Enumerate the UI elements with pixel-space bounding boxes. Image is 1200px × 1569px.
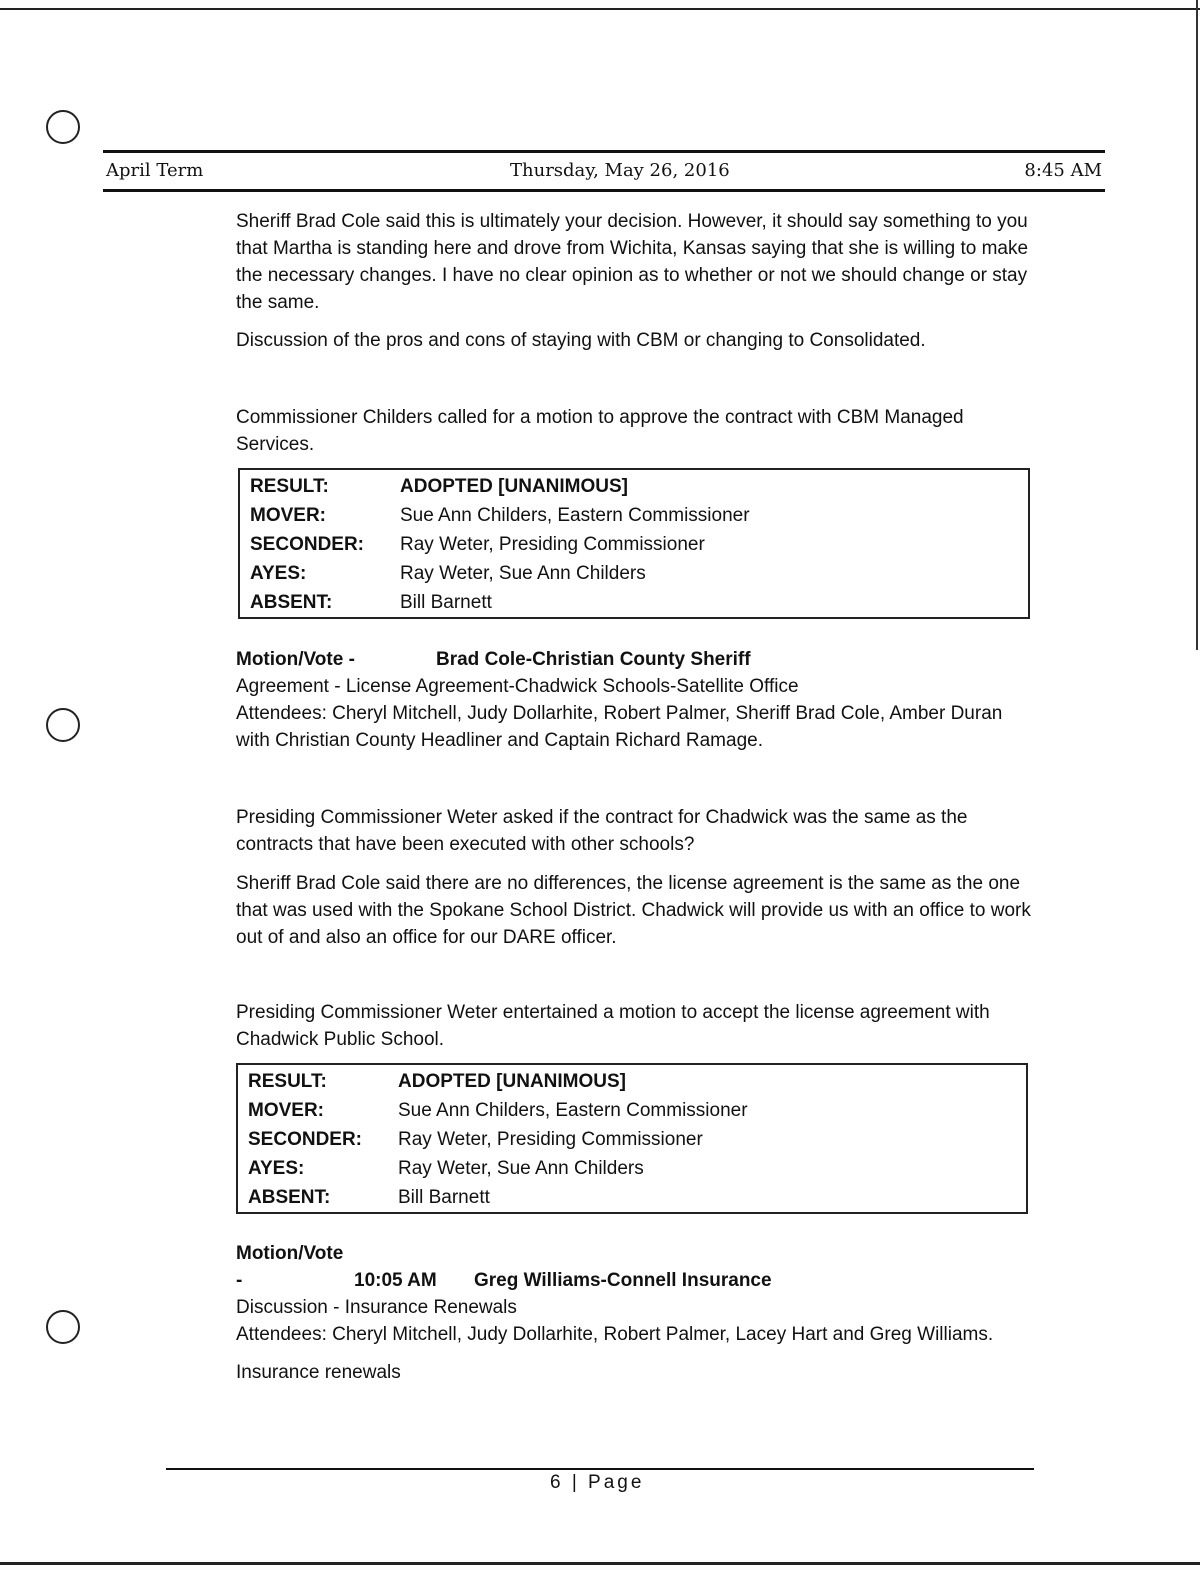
vote-absent: Bill Barnett: [398, 1186, 490, 1208]
vote-row-mover: [238, 1096, 1026, 1125]
vote-ayes: Ray Weter, Sue Ann Childers: [398, 1157, 644, 1179]
paragraph-weter-question: Presiding Commissioner Weter asked if the contract for Chadwick was the same as the contracts that have been executed with other schools?: [236, 807, 968, 855]
motion-label: Motion/Vote -: [236, 1243, 344, 1291]
motion-section-insurance: [236, 1240, 1036, 1348]
motion-time: 10:05 AM: [354, 1270, 437, 1291]
scan-edge-bottom: [0, 1562, 1200, 1565]
punch-hole-icon: [46, 1310, 80, 1344]
vote-label: SECONDER:: [250, 533, 365, 555]
vote-row-seconder: [240, 530, 1028, 559]
vote-row-seconder: [238, 1125, 1026, 1154]
vote-table: [236, 1063, 1028, 1214]
vote-label: MOVER:: [250, 504, 326, 526]
motion-attendees: Attendees: Cheryl Mitchell, Judy Dollarhite, Robert Palmer, Sheriff Brad Cole, Amber Duran with Christian County Headliner and Captain Richard Ramage.: [236, 703, 1003, 751]
motion-section-sheriff: [236, 646, 1036, 754]
motion-title: Greg Williams-Connell Insurance: [474, 1270, 772, 1291]
vote-result: ADOPTED [UNANIMOUS]: [398, 1070, 626, 1092]
scan-edge-top: [0, 8, 1200, 10]
motion-label: Motion/Vote -: [236, 649, 355, 670]
punch-hole-icon: [46, 110, 80, 144]
vote-row-mover: [240, 501, 1028, 530]
vote-label: AYES:: [250, 562, 307, 584]
vote-row-result: [238, 1067, 1026, 1096]
scan-edge-right: [1196, 0, 1198, 650]
vote-mover: Sue Ann Childers, Eastern Commissioner: [400, 504, 750, 526]
vote-label: ABSENT:: [248, 1186, 331, 1208]
motion-attendees: Attendees: Cheryl Mitchell, Judy Dollarhite, Robert Palmer, Lacey Hart and Greg Williams.: [236, 1324, 994, 1345]
vote-result: ADOPTED [UNANIMOUS]: [400, 475, 628, 497]
vote-label: RESULT:: [248, 1070, 327, 1092]
vote-row-result: [240, 472, 1028, 501]
page-number: 6 | Page: [550, 1472, 645, 1493]
paragraph-motion-call: Commissioner Childers called for a motion to approve the contract with CBM Managed Services.: [236, 407, 964, 455]
vote-label: MOVER:: [248, 1099, 324, 1121]
vote-label: ABSENT:: [250, 591, 333, 613]
paragraph-sheriff-statement: Sheriff Brad Cole said this is ultimately your decision. However, it should say something to you that Martha is standing here and drove from Wichita, Kansas saying that she is willing to make the necessary changes. I have no clear opinion as to whether or not we should change or stay the same.: [236, 211, 1029, 313]
paragraph-insurance-renewals: Insurance renewals: [236, 1362, 401, 1383]
header-time: 8:45 AM: [1024, 160, 1102, 181]
vote-absent: Bill Barnett: [400, 591, 492, 613]
vote-table: [238, 468, 1030, 619]
vote-seconder: Ray Weter, Presiding Commissioner: [398, 1128, 703, 1150]
motion-agreement: Agreement - License Agreement-Chadwick Schools-Satellite Office: [236, 676, 799, 697]
vote-label: SECONDER:: [248, 1128, 363, 1150]
header-term: April Term: [106, 160, 204, 181]
vote-row-absent: [240, 588, 1028, 617]
header-rule-bottom: [103, 189, 1105, 192]
vote-label: AYES:: [248, 1157, 305, 1179]
punch-hole-icon: [46, 708, 80, 742]
vote-row-ayes: [238, 1154, 1026, 1183]
vote-row-absent: [238, 1183, 1026, 1212]
paragraph-motion-entertained: Presiding Commissioner Weter entertained a motion to accept the license agreement with Chadwick Public School.: [236, 1002, 990, 1050]
header-date: Thursday, May 26, 2016: [510, 160, 730, 181]
motion-heading: [236, 646, 1036, 673]
paragraph-discussion: Discussion of the pros and cons of staying with CBM or changing to Consolidated.: [236, 330, 926, 351]
vote-label: RESULT:: [250, 475, 329, 497]
header-rule-top: [103, 150, 1105, 153]
paragraph-sheriff-answer: Sheriff Brad Cole said there are no differences, the license agreement is the same as the one that was used with the Spokane School District. Chadwick will provide us with an office to work out of and also an office for our DARE officer.: [236, 873, 1031, 948]
vote-row-ayes: [240, 559, 1028, 588]
footer-rule: [166, 1468, 1034, 1470]
motion-discussion: Discussion - Insurance Renewals: [236, 1297, 517, 1318]
vote-ayes: Ray Weter, Sue Ann Childers: [400, 562, 646, 584]
motion-heading: [236, 1240, 1036, 1294]
vote-mover: Sue Ann Childers, Eastern Commissioner: [398, 1099, 748, 1121]
vote-seconder: Ray Weter, Presiding Commissioner: [400, 533, 705, 555]
motion-title: Brad Cole-Christian County Sheriff: [436, 649, 751, 670]
